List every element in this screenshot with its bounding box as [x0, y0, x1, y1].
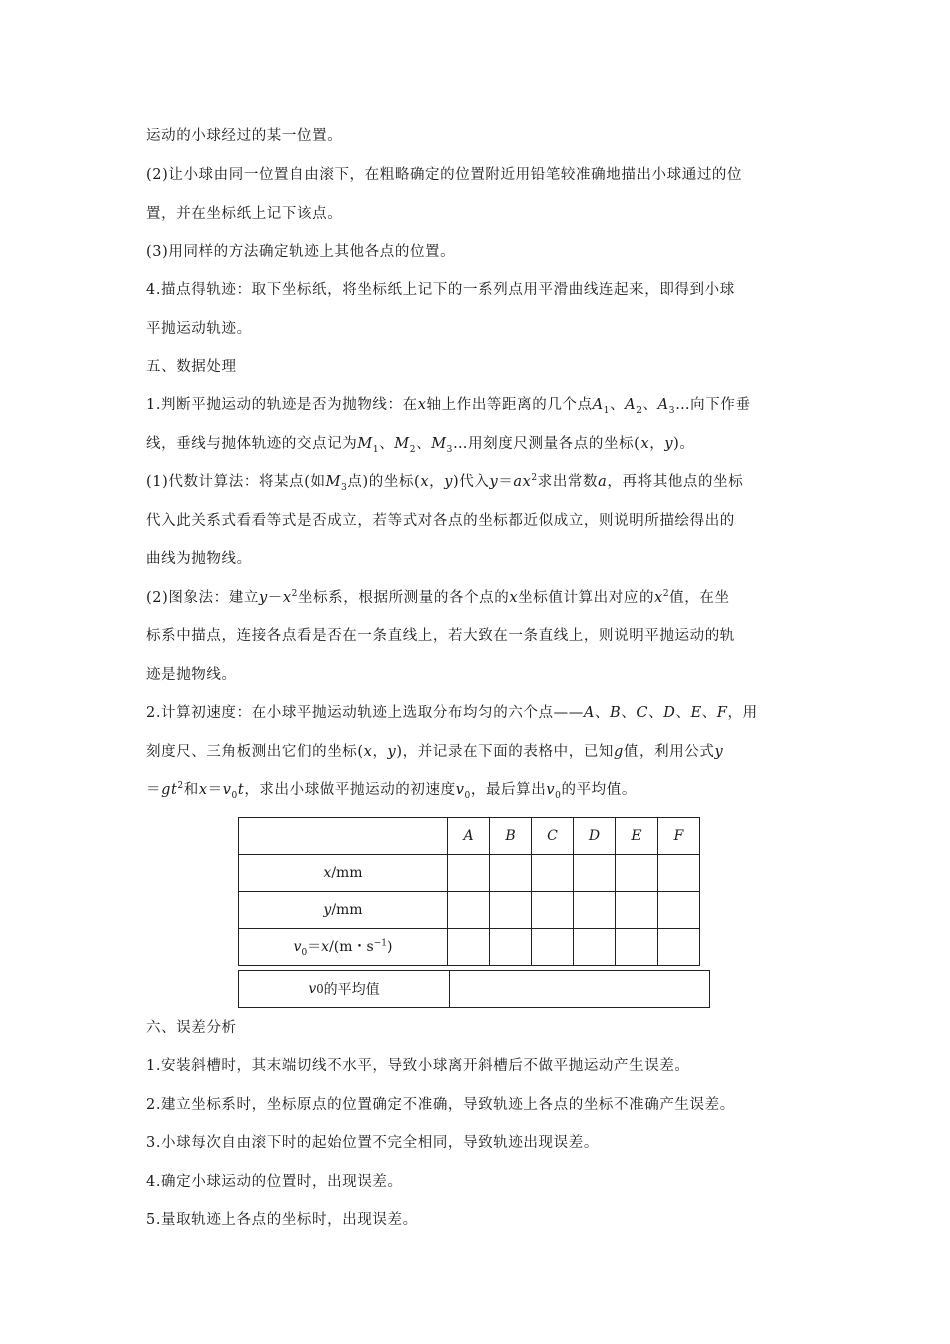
text-line: (2)图象法：建立$y-x^2$坐标系，根据所测量的各个点的x坐标值计算出对应的$x^2$值，在坐 [146, 589, 730, 606]
text-line: 刻度尺、三角板测出它们的坐标(x，y)，并记录在下面的表格中，已知g值，利用公式y [146, 744, 724, 760]
table-cell [532, 929, 574, 966]
table-cell [448, 892, 490, 929]
table-cell [490, 892, 532, 929]
table-cell [448, 855, 490, 892]
text-line: 平抛运动轨迹。 [146, 321, 252, 337]
text-line: $=gt^2$和$x=v_0t$，求出小球做平抛运动的初速度$v_0$，最后算出$v_0$的平均值。 [146, 781, 637, 801]
text-line: 2.计算初速度：在小球平抛运动轨迹上选取分布均匀的六个点——A、B、C、D、E、F，用 [146, 705, 758, 721]
table-row [239, 892, 700, 929]
text-line: 4.确定小球运动的位置时，出现误差。 [146, 1174, 403, 1190]
table-header: B [490, 818, 532, 855]
text-line: 代入此关系式看看等式是否成立，若等式对各点的坐标都近似成立，则说明所描绘得出的 [146, 513, 735, 529]
table-row [239, 855, 700, 892]
text-line: 标系中描点，连接各点看是否在一条直线上，若大致在一条直线上，则说明平抛运动的轨 [146, 628, 735, 644]
table-cell [239, 818, 448, 855]
text-line: (1)代数计算法：将某点(如$M_3$点)的坐标(x，y)代入$y=ax^2$求出常数a，再将其他点的坐标 [146, 473, 744, 493]
table-cell [658, 929, 700, 966]
table-cell [490, 855, 532, 892]
table-cell [532, 855, 574, 892]
table-cell [616, 892, 658, 929]
row-label-y: y/mm [239, 892, 448, 929]
text-line: (3)用同样的方法确定轨迹上其他各点的位置。 [146, 244, 456, 260]
table-header: F [658, 818, 700, 855]
text-line: 5.量取轨迹上各点的坐标时，出现误差。 [146, 1212, 418, 1228]
text-line: (2)让小球由同一位置自由滚下，在粗略确定的位置附近用铅笔较准确地描出小球通过的位 [146, 167, 743, 183]
section-heading: 五、数据处理 [146, 359, 237, 375]
table-header: E [616, 818, 658, 855]
text-line: 置，并在坐标纸上记下该点。 [146, 206, 343, 222]
text-line: 4.描点得轨迹：取下坐标纸，将坐标纸上记下的一系列点用平滑曲线连起来，即得到小球 [146, 282, 735, 298]
table-header: D [574, 818, 616, 855]
text-line: 运动的小球经过的某一位置。 [146, 128, 343, 144]
table-row [239, 818, 700, 855]
table-cell [658, 892, 700, 929]
table-row [239, 929, 700, 966]
table-cell [616, 929, 658, 966]
table-cell [532, 892, 574, 929]
text-line: 2.建立坐标系时，坐标原点的位置确定不准确，导致轨迹上各点的坐标不准确产生误差。 [146, 1097, 735, 1113]
table-cell [574, 929, 616, 966]
average-label: v 0 的平均值 [239, 971, 450, 1007]
data-table [238, 817, 700, 966]
table-cell [616, 855, 658, 892]
table-header: C [532, 818, 574, 855]
text-line: 曲线为抛物线。 [146, 551, 252, 567]
table-header: A [448, 818, 490, 855]
section-heading: 六、误差分析 [146, 1020, 237, 1036]
table-cell [574, 855, 616, 892]
text-line: 1.安装斜槽时，其末端切线不水平，导致小球离开斜槽后不做平抛运动产生误差。 [146, 1058, 690, 1074]
text-line: 1.判断平抛运动的轨迹是否为抛物线：在x轴上作出等距离的几个点$A_1$、$A_2$、$A_3\dots$向下作垂 [146, 397, 751, 416]
table-cell [448, 929, 490, 966]
table-cell [490, 929, 532, 966]
text-line: 迹是抛物线。 [146, 667, 237, 683]
text-line: 3.小球每次自由滚下时的起始位置不完全相同，导致轨迹出现误差。 [146, 1135, 599, 1151]
row-label-x: x/mm [239, 855, 448, 892]
table-cell [658, 855, 700, 892]
row-label-v0: $v_0=x/(m$・$s^{-1}$) [239, 929, 448, 966]
table-cell [574, 892, 616, 929]
average-row [238, 970, 710, 1008]
text-line: 线，垂线与抛体轨迹的交点记为$M_1$、$M_2$、$M_3\dots$用刻度尺测量各点的坐标(x，y)。 [146, 436, 695, 455]
